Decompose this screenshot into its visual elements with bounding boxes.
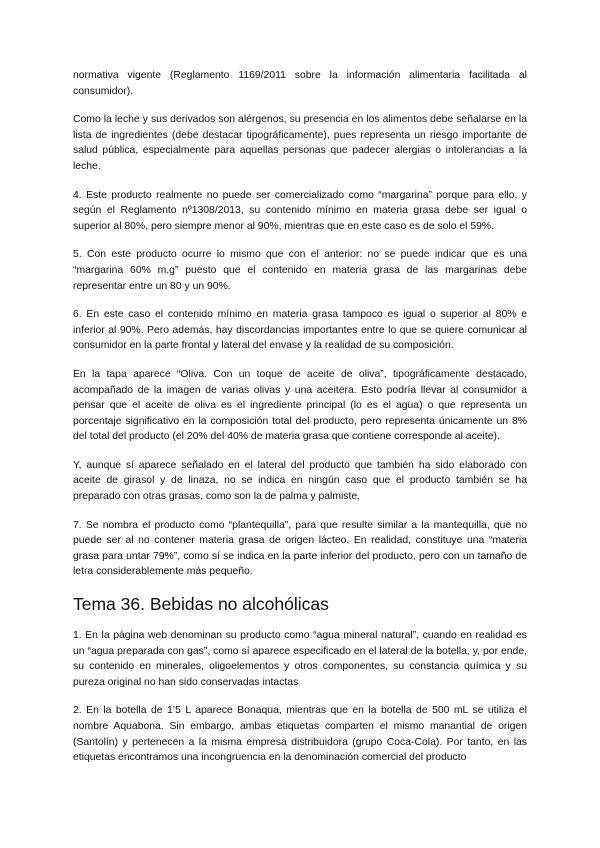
document-page — [73, 68, 527, 779]
paragraph-regulation-continuation: normativa vigente (Reglamento 1169/2011 sobre la información alimentaria facilitada al consumidor). — [73, 70, 527, 97]
paragraph-milk-allergens: Como la leche y sus derivados son alérgenos, su presencia en los alimentos debe señalarse en la lista de ingredientes (debe destacar tipográficamente), pues representa un riesgo importante de salud pública, especialmente para aquellas personas que padecer alergias o intolerancias a la leche. — [73, 114, 527, 172]
paragraph-olive-lid: En la tapa aparece “Oliva. Con un toque de aceite de oliva”, tipográficamente destacado, acompañado de la imagen de varias olivas y una aceitera. Esto podría llevar al consumidor a pensar que el aceite de oliva es el ingrediente principal (lo es el agua) o que representa un porcentaje significativo en la composición total del producto, pero representa únicamente un 8% del total del producto (el 20% del 40% de materia grasa que contiene corresponde al aceite). — [73, 368, 527, 443]
paragraph-sunflower-linseed: Y, aunque sí aparece señalado en el lateral del producto que también ha sido elaborado con aceite de girasol y de linaza, no se indica en ningún caso que el producto también se ha preparado con otras grasas, como son la de palma y palmiste. — [73, 459, 527, 503]
paragraph-water-item-2: 2. En la botella de 1’5 L aparece Bonaqua, mientras que en la botella de 500 mL se utiliza el nombre Aquabona. Sin embargo, ambas etiquetas comparten el mismo manantial de origen (Santolín) y pertenecen a la misma empresa distribuidora (grupo Coca-Cola). Por tanto, en las etiquetas encontramos una incongruencia en la denominación comercial del producto — [73, 705, 527, 764]
paragraph-item-5: 5. Con este producto ocurre lo mismo que con el anterior: no se puede indicar que es una “margarina 60% m.g” puesto que el contenido en materia grasa de las margarinas debe representar entre un 80 y un 90%. — [73, 249, 527, 292]
section-heading: Tema 36. Bebidas no alcohólicas — [73, 594, 329, 615]
paragraph-item-7: 7. Se nombra el producto como “plantequilla”, para que resulte similar a la mantequilla, que no puede ser al no contener materia grasa de origen lácteo. En realidad, constituye una “materia grasa para untar 79%”, como sí se indica en la parte inferior del producto, pero con un tamaño de letra considerablemente más pequeño. — [73, 519, 527, 578]
paragraph-water-item-1: 1. En la página web denominan su producto como “agua mineral natural”, cuando en realidad es un “agua preparada con gas”, como sí aparece especificado en el lateral de la botella, y, por ende, su contenido en minerales, oligoelementos y otros componentes, su constancia química y su pureza original no han sido conservadas intactas — [73, 630, 527, 688]
paragraph-item-4: 4. Este producto realmente no puede ser comercializado como “margarina” porque para ello, y según el Reglamento nº1308/2013, su contenido mínimo en materia grasa debe ser igual o superior al 80%, pero siempre menor al 90%, mientras que en este caso es de solo el 59%. — [73, 189, 527, 232]
paragraph-item-6: 6. En este caso el contenido mínimo en materia grasa tampoco es igual o superior al 80% e inferior al 90%. Pero además, hay discordancias importantes entre lo que se quiere comunicar al consumidor en la parte frontal y lateral del envase y la realidad de su composición. — [73, 309, 527, 352]
